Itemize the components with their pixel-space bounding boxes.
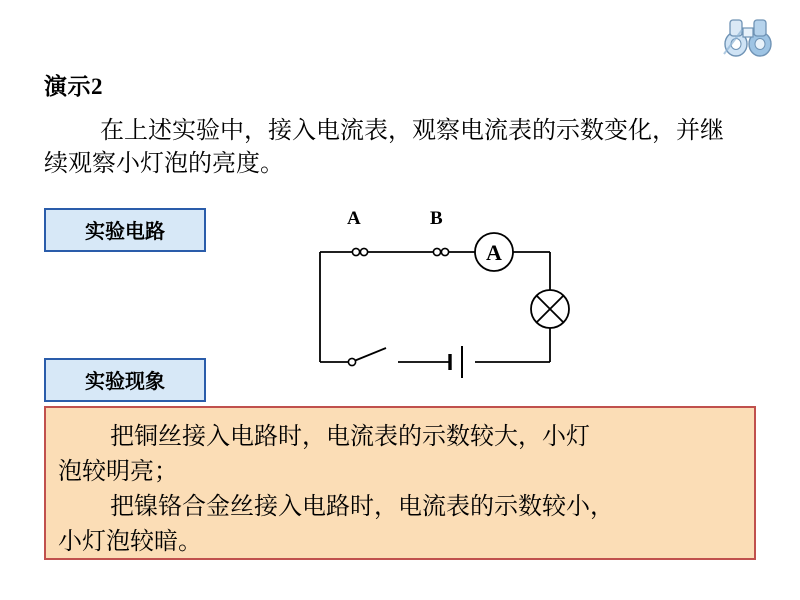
label-experiment-circuit: 实验电路 bbox=[44, 208, 206, 252]
battery-symbol bbox=[450, 346, 462, 378]
intro-paragraph: 在上述实验中，接入电流表，观察电流表的示数变化，并继续观察小灯泡的亮度。 bbox=[44, 118, 724, 177]
terminal-post-a2 bbox=[360, 248, 367, 255]
lamp-symbol bbox=[531, 290, 569, 328]
phenomenon-line-4: 小灯泡较暗。 bbox=[58, 529, 202, 555]
terminal-label-a: A bbox=[347, 208, 361, 229]
switch-symbol bbox=[348, 358, 355, 365]
terminal-post-b2 bbox=[441, 248, 448, 255]
circuit-svg bbox=[290, 200, 590, 400]
phenomenon-line-3: 把镍铬合金丝接入电路时，电流表的示数较小， bbox=[110, 494, 614, 520]
phenomenon-text bbox=[46, 408, 754, 560]
page-title: 演示2 bbox=[44, 74, 103, 99]
terminal-label-b: B bbox=[430, 208, 443, 229]
phenomenon-line-2: 泡较明亮； bbox=[58, 459, 178, 485]
phenomenon-box bbox=[44, 406, 756, 560]
phenomenon-line-1: 把铜丝接入电路时，电流表的示数较大，小灯 bbox=[110, 424, 590, 450]
circuit-diagram bbox=[290, 200, 590, 400]
ammeter-label: A bbox=[486, 240, 502, 265]
terminal-post-b bbox=[433, 248, 440, 255]
binoculars-icon bbox=[720, 14, 776, 60]
terminal-post-a bbox=[352, 248, 359, 255]
label-experiment-phenomenon: 实验现象 bbox=[44, 358, 206, 402]
